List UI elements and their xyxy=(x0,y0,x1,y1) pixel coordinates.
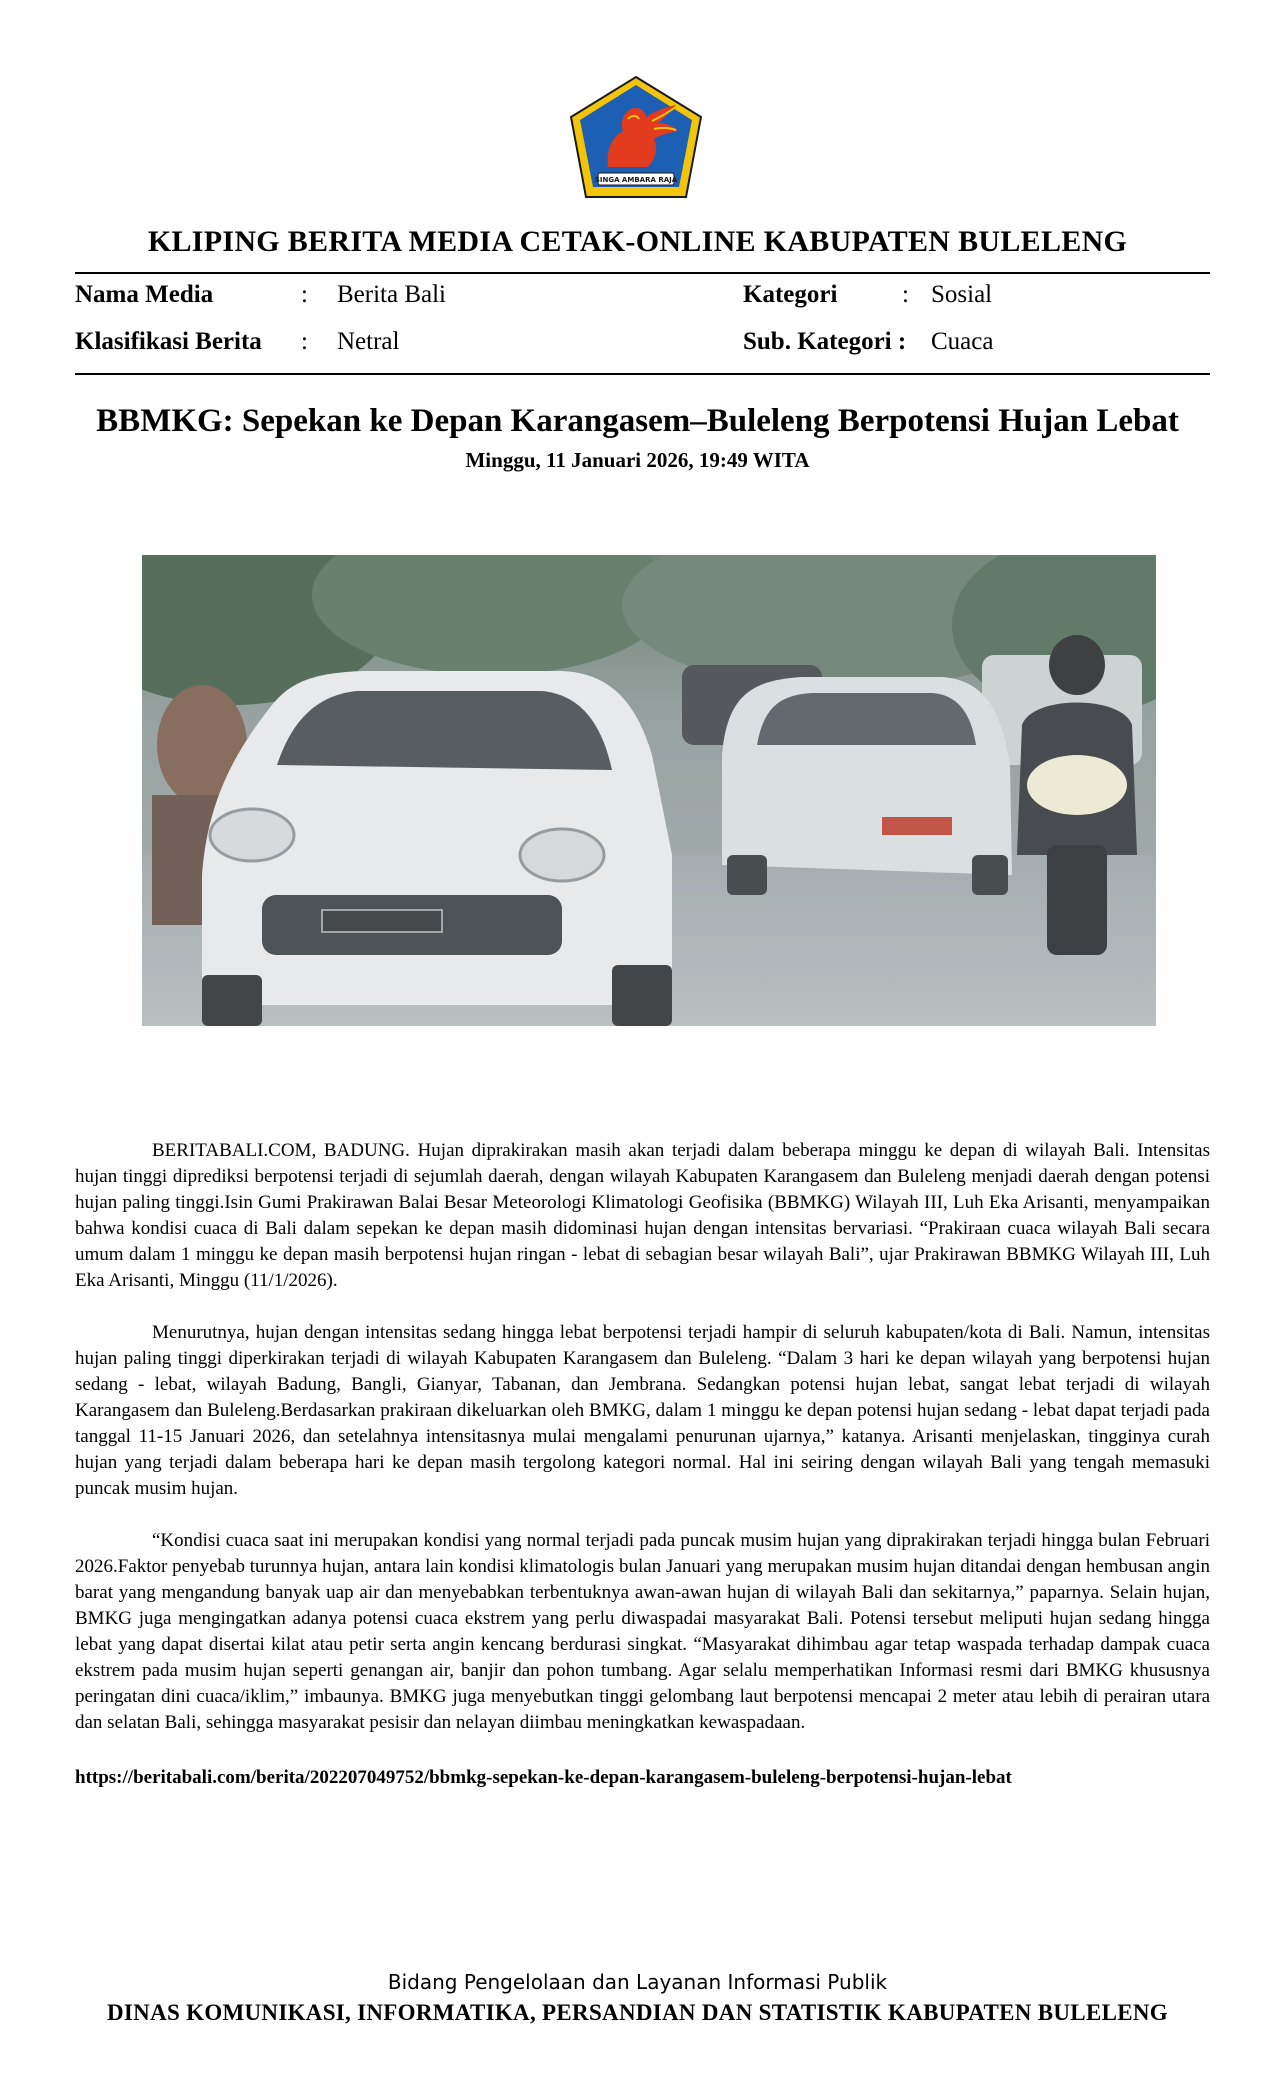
footer-department: Bidang Pengelolaan dan Layanan Informasi Publik xyxy=(387,1970,888,1994)
nama-media-separator: : xyxy=(301,281,308,308)
nama-media-label: Nama Media xyxy=(75,281,214,308)
nama-media-value: Berita Bali xyxy=(337,281,446,308)
article-paragraph-2: Menurutnya, hujan dengan intensitas sedang hingga lebat berpotensi terjadi hampir di seluruh kabupaten/kota di Bali. Namun, intensitas hujan paling tinggi diperkirakan terjadi di wilayah Kabupaten Karangasem dan Buleleng. “Dalam 3 hari ke depan wilayah yang berpotensi hujan sedang - lebat, wilayah Badung, Bangli, Gianyar, Tabanan, dan Jembrana. Sedangkan potensi hujan lebat, sangat lebat terjadi di wilayah Karangasem dan Buleleng.Berdasarkan prakiraan dikeluarkan oleh BMKG, dalam 1 minggu ke depan potensi hujan sedang - lebat dapat terjadi pada tanggal 11-15 Januari 2026, dan setelahnya intensitasnya mulai mengalami penurunan ujarnya,” katanya. Arisanti menjelaskan, tingginya curah hujan yang terjadi dalam beberapa hari ke depan masih tergolong kategori normal. Hal ini seiring dengan wilayah Bali yang tengah memasuki puncak musim hujan. xyxy=(75,1322,1210,1499)
article-source-url[interactable]: https://beritabali.com/berita/202207049752/bbmkg-sepekan-ke-depan-karangasem-buleleng-berpotensi-hujan-lebat xyxy=(75,1767,1012,1788)
header-divider-bottom xyxy=(75,373,1210,375)
article-paragraph-1: BERITABALI.COM, BADUNG. Hujan diprakirakan masih akan terjadi dalam beberapa minggu ke depan di wilayah Bali. Intensitas hujan tinggi diprediksi berpotensi terjadi di sejumlah daerah, dengan wilayah Kabupaten Karangasem dan Buleleng menjadi daerah dengan potensi hujan paling tinggi.Isin Gumi Prakirawan Balai Besar Meteorologi Klimatologi Geofisika (BBMKG) Wilayah III, Luh Eka Arisanti, menyampaikan bahwa kondisi cuaca di Bali dalam sepekan ke depan masih didominasi hujan dengan intensitas bervariasi. “Prakiraan cuaca wilayah Bali secara umum dalam 1 minggu ke depan masih berpotensi hujan ringan - lebat di sebagian besar wilayah Bali”, ujar Prakirawan BBMKG Wilayah III, Luh Eka Arisanti, Minggu (11/1/2026). xyxy=(75,1140,1210,1291)
klasifikasi-value: Netral xyxy=(337,328,400,355)
kategori-label: Kategori xyxy=(743,281,838,308)
klasifikasi-label: Klasifikasi Berita xyxy=(75,328,262,355)
document-header-title: KLIPING BERITA MEDIA CETAK-ONLINE KABUPATEN BULELENG xyxy=(147,225,1128,258)
article-photo xyxy=(142,555,1156,1026)
sub-kategori-value: Cuaca xyxy=(931,328,994,355)
meta-row-media xyxy=(75,281,1210,317)
kategori-value: Sosial xyxy=(931,281,993,308)
header-divider-top xyxy=(75,272,1210,274)
logo-motto: SINGA AMBARA RAJA xyxy=(594,176,678,184)
article-title: BBMKG: Sepekan ke Depan Karangasem–Buleleng Berpotensi Hujan Lebat xyxy=(96,403,1179,439)
klasifikasi-separator: : xyxy=(301,328,308,355)
kategori-separator: : xyxy=(902,281,909,308)
article-paragraph-3: “Kondisi cuaca saat ini merupakan kondisi yang normal terjadi pada puncak musim hujan yang diprakirakan terjadi hingga bulan Februari 2026.Faktor penyebab turunnya hujan, antara lain kondisi klimatologis bulan Januari yang merupakan musim hujan ditandai dengan hembusan angin barat yang mengandung banyak uap air dan menyebabkan terbentuknya awan-awan hujan di wilayah Bali dan sekitarnya,” paparnya. Selain hujan, BMKG juga mengingatkan adanya potensi cuaca ekstrem yang perlu diwaspadai masyarakat Bali. Potensi tersebut meliputi hujan sedang hingga lebat yang dapat disertai kilat atau petir serta angin kencang berdurasi singkat. “Masyarakat dihimbau agar tetap waspada terhadap dampak cuaca ekstrem pada musim hujan seperti genangan air, banjir dan pohon tumbang. Agar selalu memperhatikan Informasi resmi dari BMKG khususnya peringatan dini cuaca/iklim,” imbaunya. BMKG juga menyebutkan tinggi gelombang laut berpotensi mencapai 2 meter atau lebih di perairan utara dan selatan Bali, sehingga masyarakat pesisir dan nelayan diimbau meningkatkan kewaspadaan. xyxy=(75,1530,1210,1733)
sub-kategori-label: Sub. Kategori : xyxy=(743,328,907,355)
article-body xyxy=(75,1138,1210,1762)
meta-row-klasifikasi xyxy=(75,328,1210,364)
kabupaten-buleleng-logo xyxy=(568,75,704,201)
article-date: Minggu, 11 Januari 2026, 19:49 WITA xyxy=(465,448,810,472)
footer-agency: DINAS KOMUNIKASI, INFORMATIKA, PERSANDIAN DAN STATISTIK KABUPATEN BULELENG xyxy=(107,2000,1168,2025)
